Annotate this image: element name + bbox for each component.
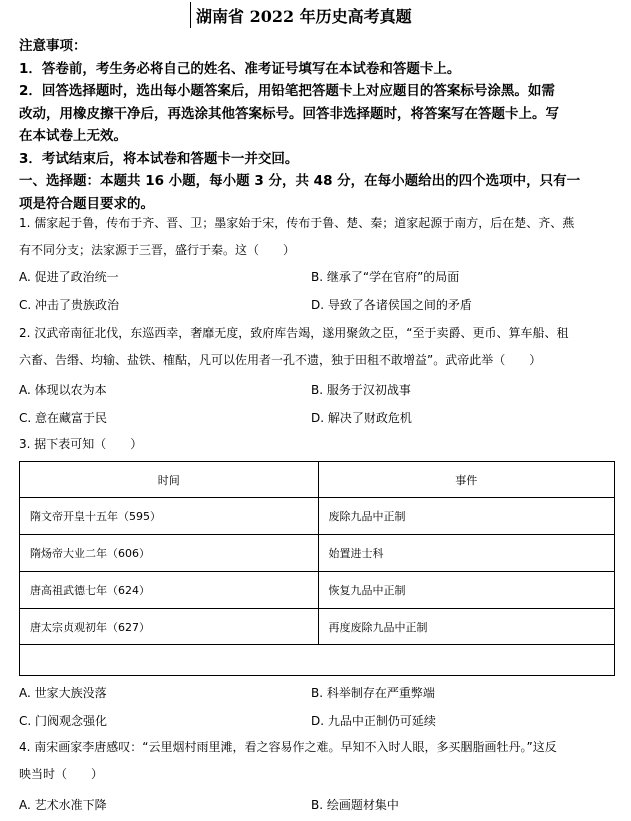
- section-heading-line-1: 一、选择题：本题共 16 小题，每小题 3 分，共 48 分，在每小题给出的四个选项中，只有一: [19, 173, 581, 189]
- notes-item-1: 1．答卷前，考生务必将自己的姓名、准考证号填写在本试卷和答题卡上。: [19, 60, 461, 77]
- question-1-options-row-2: [19, 296, 619, 316]
- question-4-option-a: A. 艺术水准下降: [19, 798, 107, 812]
- question-4-options-row-1: [19, 796, 619, 816]
- title-area: [0, 0, 631, 30]
- question-3-stem: [19, 431, 619, 458]
- title-left-border: [190, 2, 191, 28]
- table-row: [20, 498, 615, 535]
- question-3-options-row-1: [19, 684, 619, 704]
- question-3-option-c: C. 门阀观念强化: [19, 714, 108, 728]
- question-1-line-1: 1. 儒家起于鲁，传布于齐、晋、卫；墨家始于宋，传布于鲁、楚、秦；道家起源于南方，后在楚、齐、燕: [19, 216, 575, 230]
- question-1-option-b: B. 继承了“学在官府”的局面: [311, 270, 460, 284]
- question-1-option-c: C. 冲击了贵族政治: [19, 298, 120, 312]
- table-cell-event: 恢复九品中正制: [318, 572, 614, 609]
- table-row: [20, 572, 615, 609]
- question-2-option-a: A. 体现以农为本: [19, 383, 107, 397]
- question-3-option-a: A. 世家大族没落: [19, 686, 107, 700]
- question-3-option-d: D. 九品中正制仍可延续: [311, 714, 436, 728]
- table-cell-time: 隋炀帝大业二年（606）: [20, 535, 319, 572]
- table-row: [20, 535, 615, 572]
- section-heading-line-2: 项是符合题目要求的。: [19, 195, 154, 212]
- table-cell-time: 唐太宗贞观初年（627）: [20, 609, 319, 645]
- table-empty-row: [20, 645, 615, 676]
- table-cell-event: 再度废除九品中正制: [318, 609, 614, 645]
- page-title: 湖南省 2022 年历史高考真题: [196, 7, 412, 26]
- table-cell-time: 隋文帝开皇十五年（595）: [20, 498, 319, 535]
- table-cell-time: 唐高祖武德七年（624）: [20, 572, 319, 609]
- notes-heading: 注意事项：: [19, 38, 87, 54]
- table-row: [20, 609, 615, 645]
- question-2-options-row-1: [19, 381, 619, 401]
- question-4-stem: [19, 734, 619, 788]
- question-1-option-a: A. 促进了政治统一: [19, 270, 119, 284]
- history-table: [19, 461, 615, 676]
- question-4-line-2: 映当时（ ）: [19, 767, 104, 781]
- table-header-row: [20, 462, 615, 498]
- table-cell-event: 始置进士科: [318, 535, 614, 572]
- notes-item-2-line-1: 2．回答选择题时，选出每小题答案后，用铅笔把答题卡上对应题目的答案标号涂黑。如需: [19, 83, 555, 99]
- question-2-option-d: D. 解决了财政危机: [311, 411, 412, 425]
- notes-section: [19, 35, 619, 215]
- table-header-event: 事件: [318, 462, 614, 498]
- question-2-line-1: 2. 汉武帝南征北伐，东巡西幸，奢靡无度，致府库告竭，遂用聚敛之臣，“至于卖爵、更币、算车船、租: [19, 326, 569, 340]
- table-header-time: 时间: [20, 462, 319, 498]
- question-4-option-b: B. 绘画题材集中: [311, 798, 399, 812]
- question-2-option-b: B. 服务于汉初战事: [311, 383, 411, 397]
- question-3-options-row-2: [19, 712, 619, 732]
- question-2-line-2: 六畜、告缗、均输、盐铁、榷酤，凡可以佐用者一孔不遗，独于田租不敢增益”。武帝此举（ ）: [19, 353, 542, 367]
- question-2-stem: [19, 320, 619, 374]
- question-2-option-c: C. 意在藏富于民: [19, 411, 108, 425]
- question-1-options-row-1: [19, 268, 619, 288]
- table-empty-cell: [20, 645, 615, 676]
- question-1-stem: [19, 210, 619, 264]
- question-1-option-d: D. 导致了各诸侯国之间的矛盾: [311, 298, 472, 312]
- notes-item-2-line-2: 改动，用橡皮擦干净后，再选涂其他答案标号。回答非选择题时，将答案写在答题卡上。写: [19, 105, 559, 122]
- question-2-options-row-2: [19, 409, 619, 429]
- notes-item-2-line-3: 在本试卷上无效。: [19, 128, 127, 144]
- question-3-option-b: B. 科举制存在严重弊端: [311, 686, 435, 700]
- table-cell-event: 废除九品中正制: [318, 498, 614, 535]
- question-4-line-1: 4. 南宋画家李唐感叹：“云里烟村雨里滩，看之容易作之难。早知不入时人眼，多买胭脂画牡丹。”这反: [19, 740, 557, 754]
- notes-item-3: 3．考试结束后，将本试卷和答题卡一并交回。: [19, 150, 299, 167]
- question-3-line-1: 3. 据下表可知（ ）: [19, 437, 143, 451]
- question-1-line-2: 有不同分支；法家源于三晋，盛行于秦。这（ ）: [19, 243, 296, 257]
